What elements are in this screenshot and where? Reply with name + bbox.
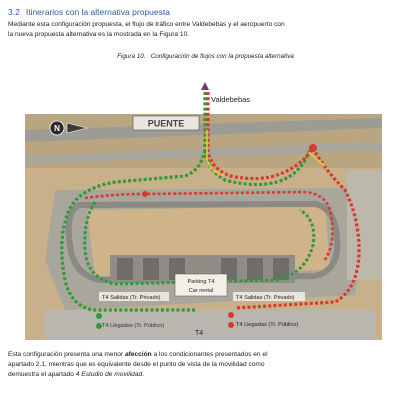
valdebebas-label: Valdebebas [211, 95, 251, 104]
t4-llegadas-left: T4 Llegadas (Tr. Público) [102, 323, 165, 329]
section-title: Itinerarios con la alternativa propuesta [25, 7, 170, 17]
conclusion-line-3c: . [142, 371, 144, 378]
conclusion-line-1 [8, 350, 268, 359]
conclusion-line-1a: Esta configuración presenta una menor [8, 351, 125, 358]
figure-caption [0, 53, 411, 60]
puente-label: PUENTE [147, 118, 185, 129]
conclusion-line-3b: 4 Estudio de movilidad [75, 371, 143, 378]
north-label: N [54, 124, 60, 133]
lower-apron [45, 310, 375, 340]
conclusion-line-3 [8, 370, 144, 379]
figure-caption-text: Configuración de flujos con la propuesta alternativa [150, 53, 294, 60]
t4-label: T4 [195, 330, 204, 337]
conclusion-line-3a: demuestra el apartado [8, 371, 76, 378]
section-number: 3.2 [8, 7, 20, 17]
parking-label-line1: Parking T4 [187, 279, 215, 285]
route-map-figure [25, 70, 382, 340]
t4-salidas-right: T4 Salidas (Tr. Privado) [236, 295, 295, 301]
intro-line-1: Mediante esta configuración propuesta, el flujo de tráfico entre Valdebebas y el aeropuerto con [8, 21, 285, 28]
parking-label-line2: Car rental [188, 288, 214, 294]
conclusion-line-1c: a los condicionantes presentados en el [151, 351, 268, 358]
route-map [25, 70, 382, 340]
conclusion-line-2: apartado 2.1, mientras que es equivalente desde el punto de vista de la movilidad como [8, 361, 265, 368]
conclusion-line-1b: afección [124, 351, 152, 358]
section-heading [8, 7, 170, 17]
figure-caption-number: Figura 10. [117, 53, 146, 60]
t4-salidas-left: T4 Salidas (Tr. Privado) [102, 295, 161, 301]
intro-line-2: la nueva propuesta alternativa es la mostrada en la Figura 10. [8, 30, 190, 38]
t4-llegadas-right: T4 Llegadas (Tr. Público) [236, 322, 299, 328]
right-lot [347, 170, 382, 280]
